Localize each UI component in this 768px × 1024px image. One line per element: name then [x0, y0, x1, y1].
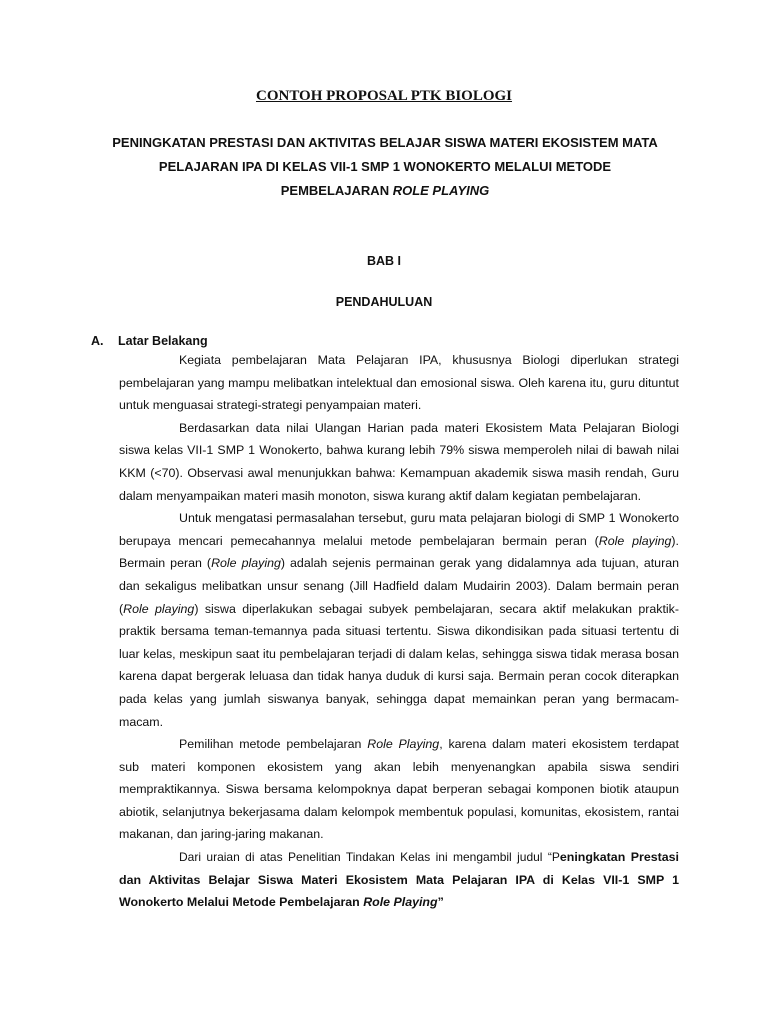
section-title: Latar Belakang: [118, 334, 208, 348]
p5-bold-d: ”: [437, 895, 444, 910]
document-title: CONTOH PROPOSAL PTK BIOLOGI: [255, 88, 513, 104]
p3-text-a: Untuk mengatasi permasalahan tersebut, guru mata pelajaran biologi di SMP 1 Wonokerto berupaya mencari pemecahannya melalui metode pembelajaran bermain peran (: [119, 511, 679, 548]
paragraph-1: Kegiata pembelajaran Mata Pelajaran IPA, khususnya Biologi diperlukan strategi pembelajaran yang mampu melibatkan intelektual dan emosional siswa. Oleh karena itu, guru dituntut untuk menguasai strategi-strategi penyampaian materi.: [119, 353, 679, 413]
p4-italic-b: Role Playing: [367, 737, 440, 752]
paragraph-5: [119, 846, 679, 914]
p3-italic-d: Role playing: [211, 556, 281, 571]
proposal-title-text: PENINGKATAN PRESTASI DAN AKTIVITAS BELAJAR SISWA MATERI EKOSISTEM MATA PELAJARAN IPA DI KELAS VII-1 SMP 1 WONOKERTO MELALUI METODE PEMBELAJARAN: [112, 135, 658, 198]
paragraph-2: Berdasarkan data nilai Ulangan Harian pada materi Ekosistem Mata Pelajaran Biologi siswa kelas VII-1 SMP 1 Wonokerto, bahwa kurang lebih 79% siswa memperoleh nilai di bawah nilai KKM (<70). Observasi awal menunjukkan bahwa: Kemampuan akademik siswa masih rendah, Guru dalam menyampaikan materi masih monoton, siswa kurang aktif dalam kegiatan pembelajaran.: [119, 420, 679, 503]
p3-text-g: ) siswa diperlakukan sebagai subyek pembelajaran, secara aktif melakukan praktik-praktik bersama teman-temannya pada situasi tertentu. Siswa dikondisikan pada situasi tertentu di luar kelas, meskipun saat itu pembelajaran terjadi di dalam kelas, sehingga siswa tidak merasa bosan karena dapat bergerak leluasa dan tidak hanya duduk di kursi saja. Bermain peran cocok diterapkan pada kelas yang jumlah siswanya banyak, sehingga dapat memainkan peran yang bermacam-macam.: [119, 601, 679, 729]
p3-text-e: ) adalah sejenis permainan gerak yang didalamnya ada tujuan, aturan dan sekaligus melibatkan unsur senang (Jill Hadfield dalam Mudairin 2003). Dalam bermain peran (: [119, 556, 679, 616]
chapter-title: PENDAHULUAN: [335, 295, 433, 309]
p3-italic-b: Role playing: [598, 533, 672, 548]
paragraph-3: [119, 507, 679, 733]
p5-bold-b: eningkatan Prestasi dan Aktivitas Belajar Siswa Materi Ekosistem Mata Pelajaran IPA di Kelas VII-1 SMP 1 Wonokerto Melalui Metode Pembelajaran: [119, 850, 679, 910]
proposal-title-italic: ROLE PLAYING: [392, 183, 490, 198]
p4-text-a: Pemilihan metode pembelajaran: [179, 737, 368, 752]
p5-text-a: Dari uraian di atas Penelitian Tindakan Kelas ini mengambil judul “P: [179, 850, 560, 865]
section-letter: A.: [91, 334, 104, 348]
paragraph-4: [119, 733, 679, 846]
section-heading: [91, 334, 208, 348]
proposal-title: [110, 131, 660, 203]
p5-bold-italic-c: Role Playing: [363, 895, 438, 910]
p3-italic-f: Role playing: [123, 601, 195, 616]
p3-text-c: ). Bermain peran (: [119, 533, 679, 571]
body-text: [119, 349, 679, 914]
p4-text-c: , karena dalam materi ekosistem terdapat sub materi komponen ekosistem yang akan lebih menyenangkan apabila siswa sendiri mempraktikannya. Siswa bersama kelompoknya dapat berperan sebagai komponen biotik ataupun abiotik, selanjutnya bekerjasama dalam kelompok membentuk populasi, komunitas, ekosistem, rantai makanan, dan jaring-jaring makanan.: [119, 737, 679, 842]
chapter-number: BAB I: [366, 254, 402, 268]
